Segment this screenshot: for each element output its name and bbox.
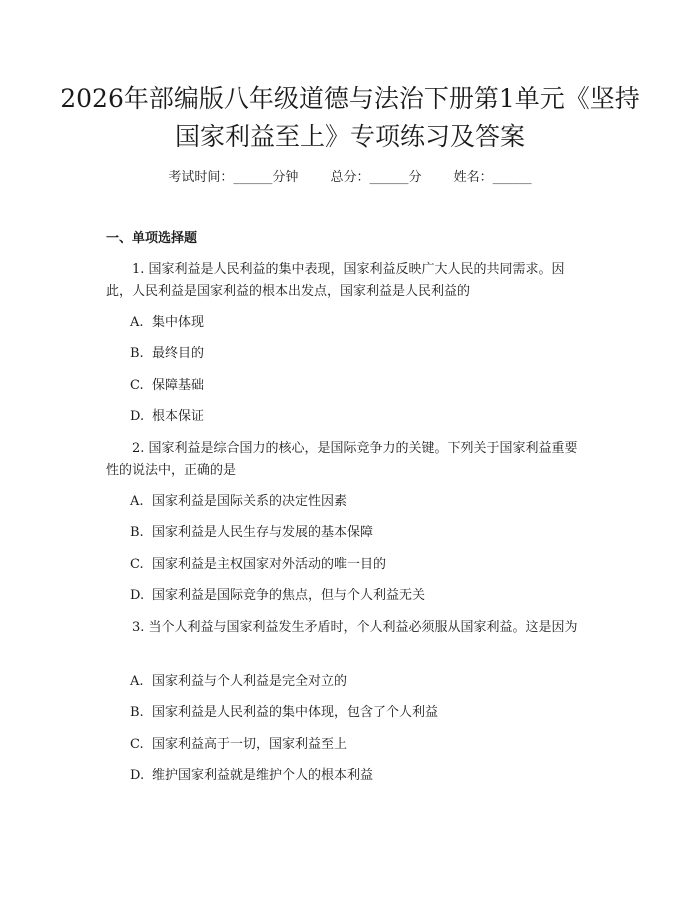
student-name: 姓名：______ [453,170,532,185]
score-blank: ______ [369,170,409,185]
option-2-c: C. 国家利益是主权国家对外活动的唯一目的 [130,557,387,572]
option-3-d: D. 维护国家利益就是维护个人的根本利益 [130,768,374,783]
option-3-a: A. 国家利益与个人利益是完全对立的 [130,674,348,689]
option-3-b: B. 国家利益是人民利益的集中体现，包含了个人利益 [130,705,439,720]
option-2-b: B. 国家利益是人民生存与发展的基本保障 [130,525,374,540]
option-2-a: A. 国家利益是国际关系的决定性因素 [130,494,348,509]
option-1-a: A. 集中体现 [130,315,205,330]
option-1-b: B. 最终目的 [130,346,205,361]
time-blank: ______ [233,170,273,185]
section-heading: 一、单项选择题 [106,231,198,246]
option-1-d: D. 根本保证 [130,409,205,424]
question-stem-2: 2. 国家利益是综合国力的核心，是国际竞争力的关键。下列关于国家利益重要性的说法中，正确的是 [106,441,578,478]
option-3-c: C. 国家利益高于一切，国家利益至上 [130,737,348,752]
question-stem-3: 3. 当个人利益与国家利益发生矛盾时，个人利益必须服从国家利益。这是因为 [132,620,578,635]
name-blank: ______ [492,170,532,185]
page-title: 2026年部编版八年级道德与法治下册第1单元《坚持国家利益至上》专项练习及答案 [60,84,640,151]
exam-info [0,168,700,188]
option-1-c: C. 保障基础 [130,378,205,393]
exam-time: 考试时间：______分钟 [168,170,299,185]
total-score: 总分：______分 [330,170,422,185]
question-stem-1: 1. 国家利益是人民利益的集中表现，国家利益反映广大人民的共同需求。因此，人民利益是国家利益的根本出发点，国家利益是人民利益的 [106,262,565,299]
option-2-d: D. 国家利益是国际竞争的焦点，但与个人利益无关 [130,588,426,603]
